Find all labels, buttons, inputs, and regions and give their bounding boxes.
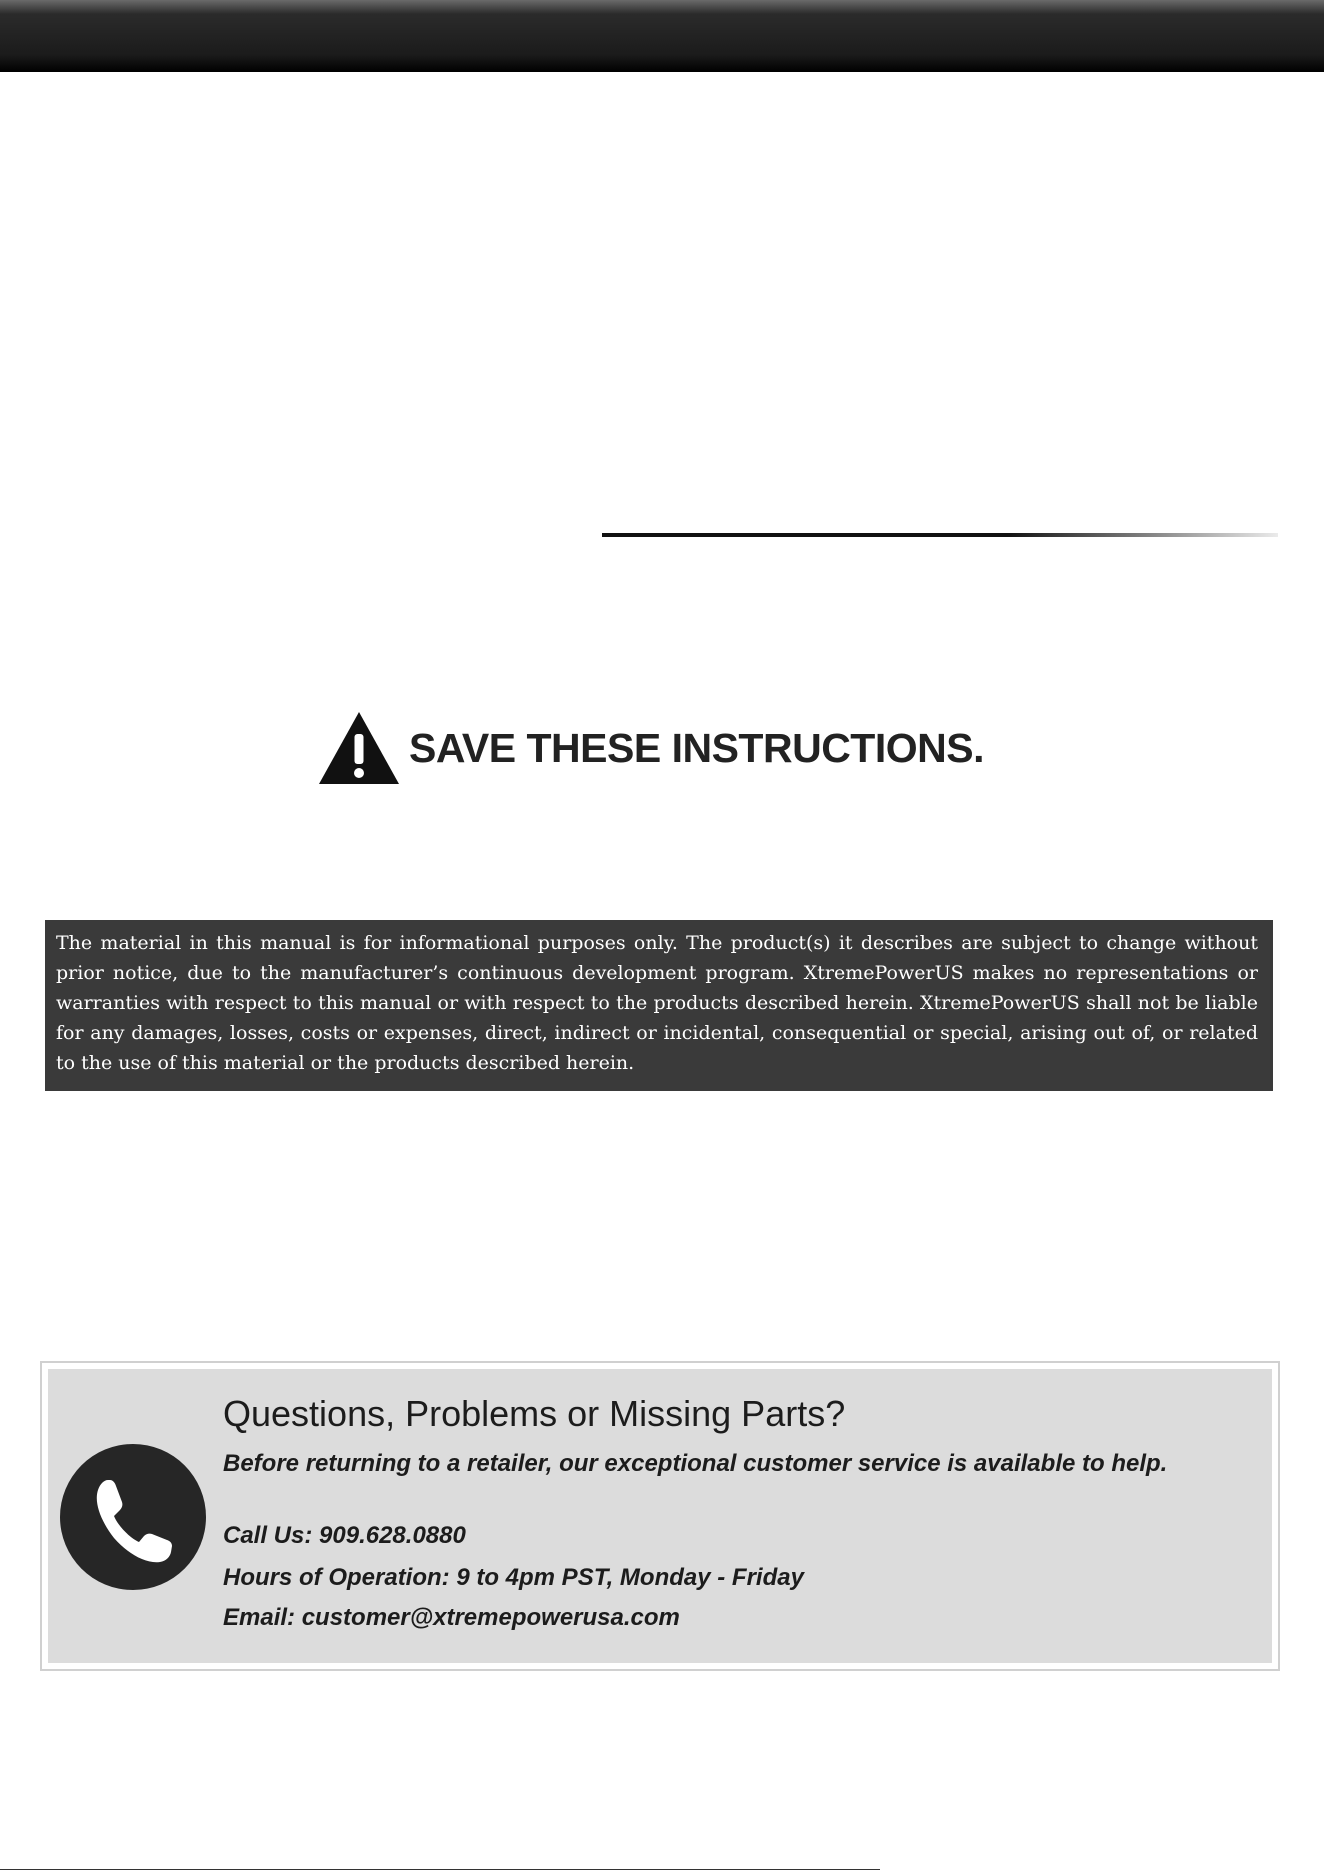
contact-details — [223, 1394, 1167, 1632]
disclaimer-text: The material in this manual is for informational purposes only. The product(s) it describes are subject to change without prior notice, due to the manufacturer’s continuous development program. XtremePowerUS makes no representations or warranties with respect to this manual or with respect to the products described herein. XtremePowerUS shall not be liable for any damages, losses, costs or expenses, direct, indirect or incidental, consequential or special, arising out of, or related to the use of this material or the products described herein. — [56, 932, 1258, 1074]
phone-icon — [60, 1444, 206, 1590]
warning-triangle-icon — [317, 710, 401, 786]
save-instructions-text: SAVE THESE INSTRUCTIONS. — [409, 724, 984, 771]
save-instructions-banner — [317, 710, 984, 786]
contact-email: Email: customer@xtremepowerusa.com — [223, 1604, 680, 1631]
contact-subtitle: Before returning to a retailer, our exceptional customer service is available to help. — [223, 1450, 1168, 1477]
disclaimer-box — [45, 920, 1273, 1091]
title-divider — [602, 533, 1278, 537]
header-band — [0, 0, 1324, 72]
customer-service-box — [40, 1361, 1280, 1671]
contact-title: Questions, Problems or Missing Parts? — [223, 1393, 846, 1434]
footer-rule — [0, 1869, 880, 1870]
contact-hours: Hours of Operation: 9 to 4pm PST, Monday - Friday — [223, 1564, 804, 1591]
phone-badge — [60, 1444, 206, 1590]
customer-service-panel — [48, 1369, 1272, 1663]
contact-phone: Call Us: 909.628.0880 — [223, 1522, 466, 1549]
